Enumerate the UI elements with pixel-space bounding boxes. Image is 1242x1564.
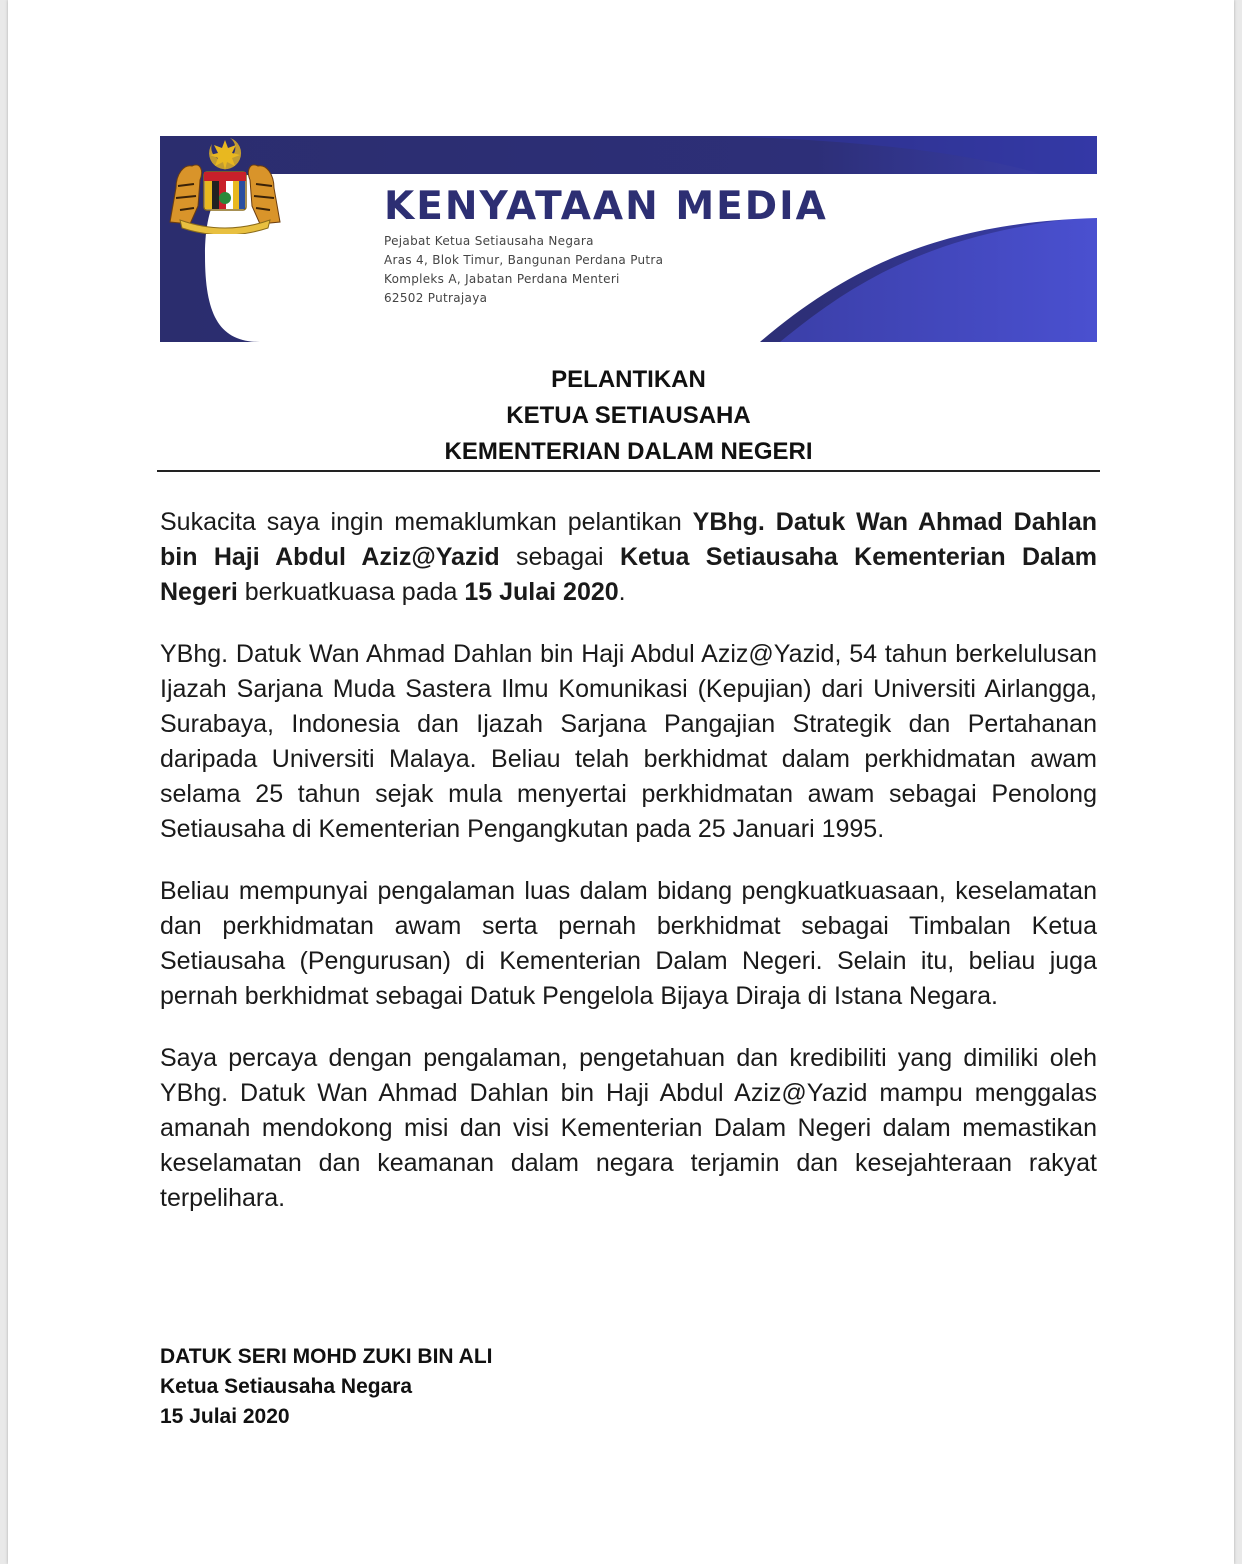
headline-line-3: KEMENTERIAN DALAM NEGERI: [444, 438, 813, 465]
headline-divider: [157, 470, 1100, 472]
paragraph-experience: Beliau mempunyai pengalaman luas dalam bidang pengkuatkuasaan, keselamatan dan perkhidmatan awam serta pernah berkhidmat sebagai Timbalan Ketua Setiausaha (Pengurusan) di Kementerian Dalam Negeri. Selain itu, beliau juga pernah berkhidmat sebagai Datuk Pengelola Bijaya Diraja di Istana Negara.: [160, 877, 1097, 1010]
headline-line-2: KETUA SETIAUSAHA: [506, 402, 751, 429]
address-line-complex: Kompleks A, Jabatan Perdana Menteri: [384, 272, 620, 286]
address-line-postcode: 62502 Putrajaya: [384, 291, 488, 305]
appointee-name: YBhg. Datuk Wan Ahmad Dahlan bin Haji Abdul Aziz@Yazid: [160, 508, 1097, 571]
signature-date: 15 Julai 2020: [160, 1405, 290, 1428]
signatory-title: Ketua Setiausaha Negara: [160, 1375, 413, 1398]
paragraph-background: YBhg. Datuk Wan Ahmad Dahlan bin Haji Abdul Aziz@Yazid, 54 tahun berkelulusan Ijazah Sarjana Muda Sastera Ilmu Komunikasi (Kepujian) dari Universiti Airlangga, Surabaya, Indonesia dan Ijazah Sarjana Pangajian Strategik dan Pertahanan daripada Universiti Malaya. Beliau telah berkhidmat dalam perkhidmatan awam selama 25 tahun sejak mula menyertai perkhidmatan awam sebagai Penolong Setiausaha di Kementerian Pengangkutan pada 25 Januari 1995.: [160, 640, 1097, 843]
paragraph-announcement: [160, 505, 1097, 610]
appointed-position: Ketua Setiausaha Kementerian Dalam Negeri: [160, 543, 1097, 606]
signatory-name: DATUK SERI MOHD ZUKI BIN ALI: [160, 1345, 493, 1368]
effective-date: 15 Julai 2020: [464, 578, 619, 606]
address-line-office: Pejabat Ketua Setiausaha Negara: [384, 234, 594, 248]
announcement-text: Sukacita saya ingin memaklumkan pelantikan: [160, 508, 693, 536]
media-statement-banner: [160, 136, 1097, 342]
statement-headline: [160, 362, 1097, 470]
announcement-text: .: [618, 578, 626, 606]
statement-body: [160, 505, 1097, 1243]
signature-block: [160, 1342, 492, 1432]
headline-line-1: PELANTIKAN: [551, 366, 706, 393]
address-line-building: Aras 4, Blok Timur, Bangunan Perdana Putra: [384, 253, 664, 267]
banner-title: KENYATAAN MEDIA: [384, 184, 828, 229]
office-address: [384, 232, 663, 308]
document-page: [8, 0, 1234, 1564]
paragraph-confidence: Saya percaya dengan pengalaman, pengetahuan dan kredibiliti yang dimiliki oleh YBhg. Datuk Wan Ahmad Dahlan bin Haji Abdul Aziz@Yazid mampu menggalas amanah mendokong misi dan visi Kementerian Dalam Negeri dalam memastikan keselamatan dan keamanan dalam negara terjamin dan kesejahteraan rakyat terpelihara.: [160, 1044, 1097, 1212]
malaysia-coat-of-arms-icon: [160, 136, 290, 234]
announcement-text: berkuatkuasa pada: [237, 578, 465, 606]
announcement-text: sebagai: [499, 543, 620, 571]
